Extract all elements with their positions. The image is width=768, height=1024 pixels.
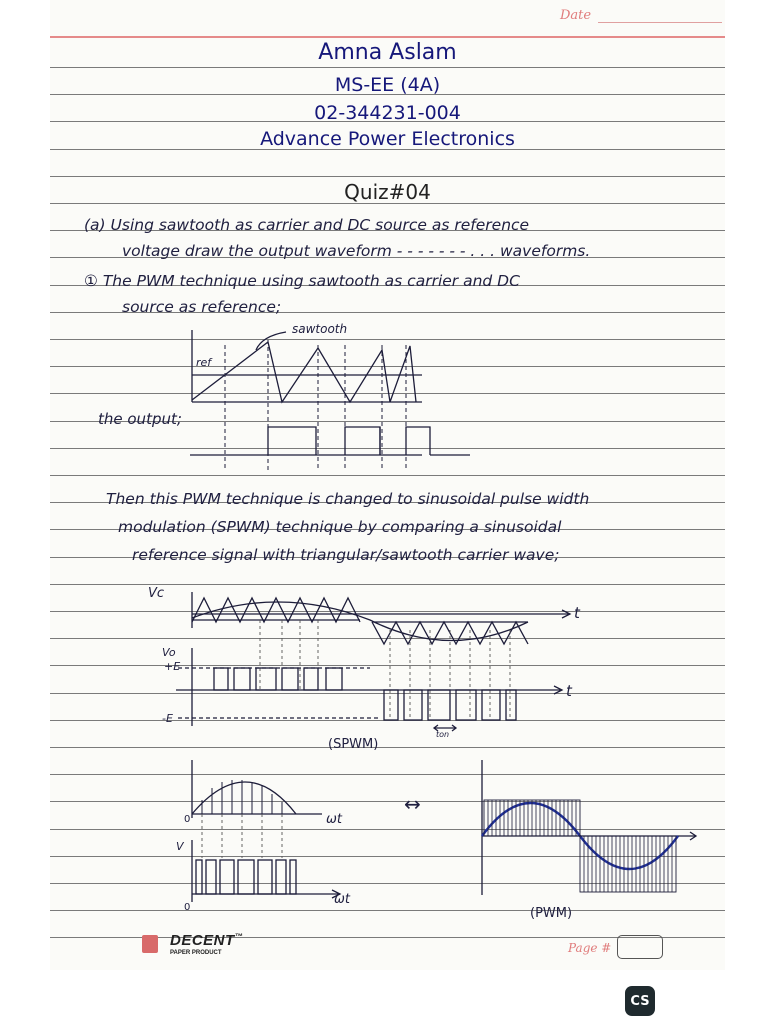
- answer-line-2: source as reference;: [122, 298, 282, 316]
- quiz-title: Quiz#04: [344, 180, 431, 204]
- wt-label-2: ωt: [334, 892, 350, 907]
- notebook-page: [50, 0, 725, 970]
- student-name: Amna Aslam: [318, 40, 457, 65]
- paragraph-line-1: Then this PWM technique is changed to sinusoidal pulse width: [106, 490, 590, 508]
- v-label: V: [176, 840, 184, 853]
- page-number-box: [617, 935, 663, 959]
- page-number-label: Page #: [568, 941, 612, 955]
- brand-name-text: DECENT: [170, 932, 235, 949]
- paragraph-line-3: reference signal with triangular/sawtooth carrier wave;: [132, 546, 560, 564]
- brand-name: [170, 932, 243, 949]
- sawtooth-label: sawtooth: [292, 322, 348, 336]
- pos-e-label: +E: [164, 660, 181, 673]
- wt-label-1: ωt: [326, 812, 342, 827]
- scanner-app-badge: CS: [625, 986, 655, 1016]
- vo-label: Vo: [162, 646, 176, 659]
- brand-tm: ™: [234, 932, 244, 941]
- equivalence-arrow: ↔: [404, 792, 421, 816]
- brand-logo-mark: [142, 935, 158, 953]
- date-label: Date: [560, 8, 592, 23]
- ref-label: ref: [196, 356, 212, 369]
- class-section: MS-EE (4A): [334, 74, 441, 96]
- question-line-1: (a) Using sawtooth as carrier and DC source as reference: [84, 216, 530, 234]
- question-line-2: voltage draw the output waveform - - - - - - - . . . waveforms.: [122, 242, 591, 260]
- brand-subtitle: PAPER PRODUCT: [170, 950, 222, 956]
- t-axis-label-1: t: [574, 604, 580, 622]
- ton-label: ton: [436, 730, 450, 739]
- answer-line-1: ① The PWM technique using sawtooth as carrier and DC: [84, 272, 520, 290]
- t-axis-label-2: t: [566, 682, 572, 700]
- paragraph-line-2: modulation (SPWM) technique by comparing a sinusoidal: [118, 518, 562, 536]
- origin-label-2: 0: [184, 902, 191, 913]
- bottom-pwm-diagrams: [50, 0, 725, 970]
- neg-e-label: -E: [162, 712, 173, 725]
- course-title: Advance Power Electronics: [260, 128, 515, 150]
- origin-label-1: 0: [184, 814, 191, 825]
- roll-number: 02-344231-004: [314, 102, 461, 124]
- vc-label: Vc: [148, 586, 165, 601]
- spwm-caption: (SPWM): [328, 737, 379, 752]
- pwm-caption: (PWM): [530, 906, 573, 921]
- output-label: the output;: [98, 410, 182, 428]
